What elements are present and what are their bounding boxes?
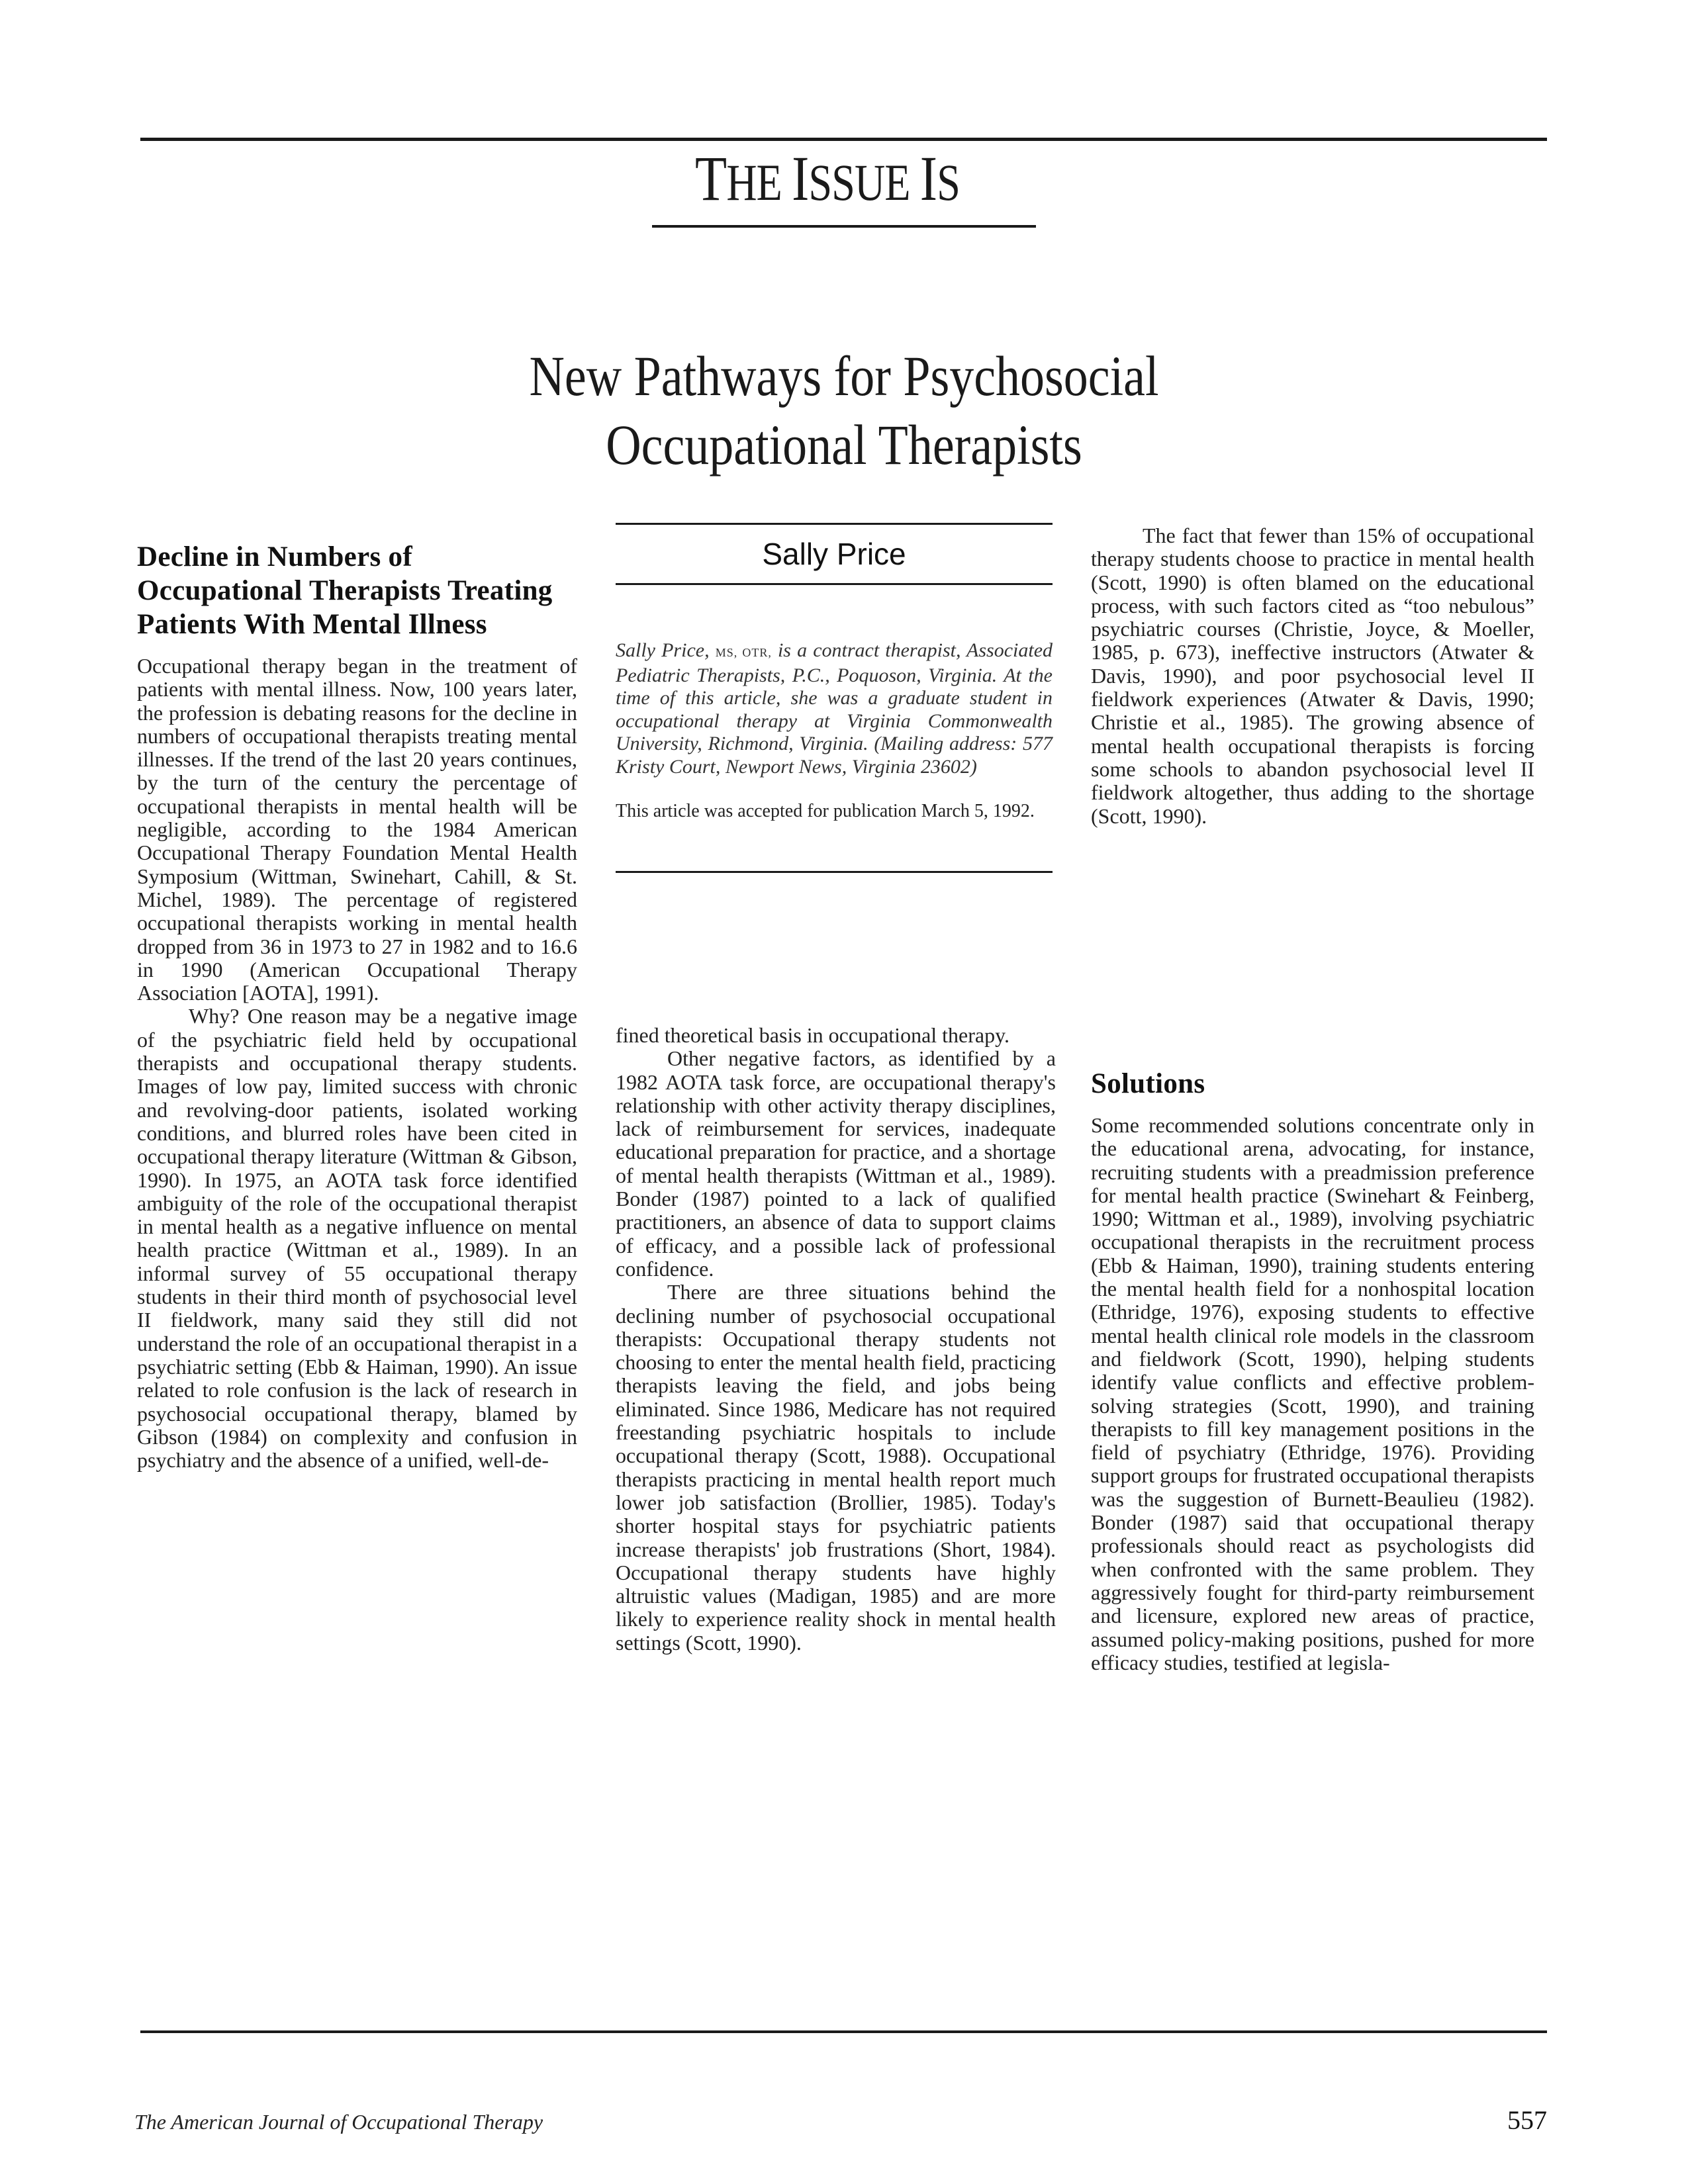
author-mid-rule [616,583,1053,585]
article-title-line-2: Occupational Therapists [606,412,1082,477]
section-title-underline [652,225,1036,228]
article-title [289,341,1399,479]
header-rule [140,138,1547,141]
section-title-smallcaps: HE [726,154,792,211]
author-credentials: MS, OTR, [715,646,772,659]
section-title [637,143,1017,214]
section-title-smallcaps: S [937,154,960,211]
paragraph: The fact that fewer than 15% of occupational therapy students choose to practice in mental health (Scott, 1990) is often blamed on the educational process, with such factors cited as “too nebulous” psychiatric courses (Christie, Joyce, & Moeller, 1985, p. 673), ineffective instructors (Atwater & Davis, 1990), and poor psychosocial level II fieldwork experiences (Atwater & Davis, 1990; Christie et al., 1985). The growing absence of mental health occupational therapists is forcing some schools to abandon psychosocial level II fieldwork altogether, thus adding to the shortage (Scott, 1990). [1091,523,1534,828]
paragraph: Why? One reason may be a negative image of the psychiatric field held by occupational therapists and occupational therapy students. Images of low pay, limited success with chronic and revolving-door patients, isolated working conditions, and blurred roles have been cited in occupational therapy literature (Wittman & Gibson, 1990). In 1975, an AOTA task force identified ambiguity of the role of the occupational therapist in mental health as a negative influence on mental health practice (Wittman et al., 1989). In an informal survey of 55 occupational therapy students in their third month of psychosocial level II fieldwork, many said they still did not understand the role of an occupational therapist in a psychiatric setting (Ebb & Haiman, 1990). An issue related to role confusion is the lack of research in psychosocial occupational therapy, blamed by Gibson (1984) on complexity and confusion in psychiatry and the absence of a unified, well-de- [137,1004,577,1473]
author-bio-text: is a contract therapist, Associated Pediatric Therapists, P.C., Poquoson, Virginia. At the time of this article, she was a graduate student in occupational therapy at Virginia Commonwealth University, Richmond, Virginia. (Mailing address: 577 Kristy Court, Newport News, Virginia 23602) [616,639,1053,778]
section-title-smallcaps: SSUE [808,154,920,211]
accepted-note: This article was accepted for publication March 5, 1992. [616,801,1035,821]
author-bio [616,639,1053,778]
author-bio-name: Sally Price, [616,639,716,661]
paragraph: There are three situations behind the declining number of psychosocial occupational therapists: Occupational therapy students not choosing to enter the mental health field, practicing therapists leaving the field, and jobs being eliminated. Since 1986, Medicare has not required freestanding psychiatric hospitals to include occupational therapy (Scott, 1988). Occupational therapists practicing in mental health report much lower job satisfaction (Brollier, 1985). Today's shorter hospital stays for psychiatric patients increase therapists' job frustrations (Short, 1984). Occupational therapy students have highly altruistic values (Madigan, 1985) and are more likely to experience reality shock in mental health settings (Scott, 1990). [616,1280,1056,1655]
page-number: 557 [1507,2105,1547,2135]
paragraph: Some recommended solutions concentrate only in the educational arena, advocating, for instance, recruiting students with a preadmission preference for mental health practice (Swinehart & Feinberg, 1990; Wittman et al., 1989), involving psychiatric occupational therapists in the recruitment process (Ebb & Haiman, 1990), training students entering the mental health field for a nonhospital location (Ethridge, 1976), exposing students to effective mental health clinical role models in the classroom and fieldwork (Scott, 1990), helping students identify value conflicts and effective problem-solving strategies (Scott, 1990), and training therapists to fill key management positions in the field of psychiatry (Ethridge, 1976). Providing support groups for frustrated occupational therapists was the suggestion of Burnett-Beaulieu (1982). Bonder (1987) said that occupational therapy professionals should react as psychologists did when confronted with the same problem. They aggressively fought for third-party reimbursement and licensure, explored new areas of practice, assumed policy-making positions, pushed for more efficacy studies, testified at legisla- [1091,1113,1534,1674]
section-title-initial: T [695,143,727,214]
section-heading-solutions: Solutions [1091,1068,1205,1099]
column-right [1091,524,1534,828]
author-box [616,523,1053,873]
section-title-initial: I [919,143,937,214]
article-title-line-1: New Pathways for Psychosocial [529,343,1159,408]
author-top-rule [616,523,1053,525]
footer-rule [140,2030,1547,2033]
section-title-initial: I [792,143,809,214]
paragraph: fined theoretical basis in occupational therapy. [616,1023,1010,1047]
author-bottom-rule [616,871,1053,873]
column-middle [616,1024,1056,1655]
column-left [137,540,577,1472]
author-name: Sally Price [762,537,906,571]
section-heading-decline: Decline in Numbers of Occupational Therapists Treating Patients With Mental Illness [137,541,553,640]
footer-journal-name: The American Journal of Occupational Therapy [134,2110,543,2134]
paragraph: Other negative factors, as identified by a 1982 AOTA task force, are occupational therapy's relationship with other activity therapy disciplines, lack of reimbursement for services, inadequate educational preparation for practice, and a shortage of mental health therapists (Wittman et al., 1989). Bonder (1987) pointed to a lack of qualified practitioners, an absence of data to support claims of efficacy, and a possible lack of professional confidence. [616,1046,1056,1281]
paragraph: Occupational therapy began in the treatment of patients with mental illness. Now, 100 years later, the profession is debating reasons for the decline in numbers of occupational therapists treating mental illnesses. If the trend of the last 20 years continues, by the turn of the century the percentage of occupational therapists in mental health will be negligible, according to the 1984 American Occupational Therapy Foundation Mental Health Symposium (Wittman, Swinehart, Cahill, & St. Michel, 1989). The percentage of registered occupational therapists working in mental health dropped from 36 in 1973 to 27 in 1982 and to 16.6 in 1990 (American Occupational Therapy Association [AOTA], 1991). [137,654,577,1005]
column-right-solutions [1091,1067,1534,1674]
